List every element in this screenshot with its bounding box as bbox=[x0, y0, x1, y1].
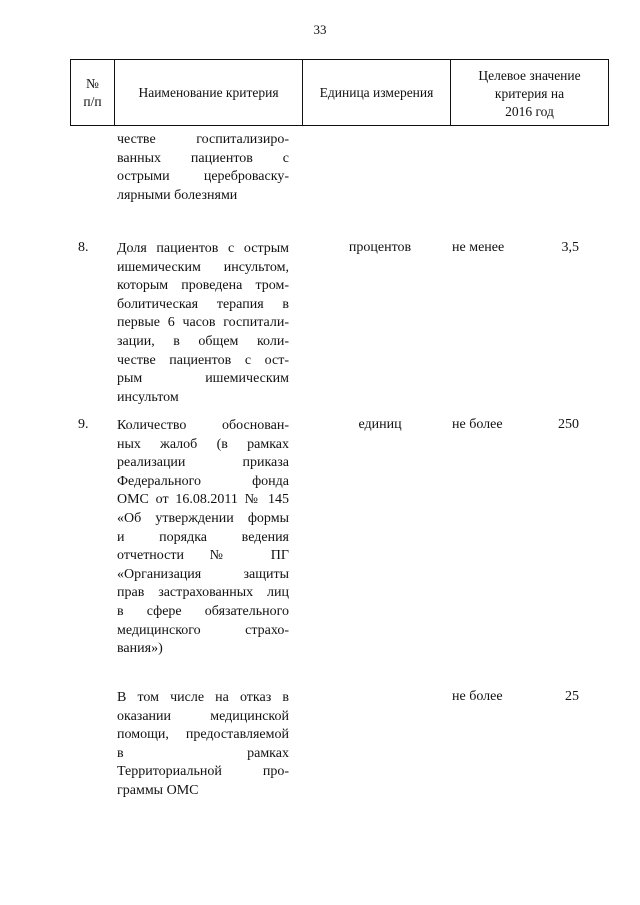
criterion-description bbox=[117, 417, 289, 659]
header-number-symbol: № bbox=[86, 75, 99, 91]
description-line: в сфере обязательного bbox=[117, 603, 289, 619]
unit-value: единиц bbox=[358, 417, 402, 432]
description-line: реализации приказа bbox=[117, 455, 289, 471]
criterion-description bbox=[117, 240, 289, 407]
description-line: честве госпитализиро- bbox=[117, 132, 289, 147]
header-target-value bbox=[451, 60, 608, 125]
header-number-column bbox=[71, 60, 115, 125]
description-line: «Организация защиты bbox=[117, 566, 289, 582]
page-number: 33 bbox=[313, 22, 327, 37]
header-unit: Единица измерения bbox=[303, 60, 451, 125]
description-line: лярными болезнями bbox=[117, 187, 238, 203]
description-line: рым ишемическим bbox=[117, 371, 289, 387]
header-target-line-2: критерия на bbox=[494, 85, 565, 101]
header-target-line-1: Целевое значение bbox=[478, 67, 581, 83]
description-line: ОМС от 16.08.2011 № 145 bbox=[117, 492, 289, 508]
description-line: болитическая терапия в bbox=[117, 296, 289, 312]
description-line: отчетности № ПГ bbox=[117, 548, 289, 564]
description-line: в рамках bbox=[117, 745, 289, 761]
description-line: первые 6 часов госпитали- bbox=[117, 315, 289, 331]
description-line: инсультом bbox=[117, 389, 179, 405]
row-number: 9. bbox=[78, 417, 89, 432]
description-line: Количество обоснован- bbox=[117, 418, 289, 433]
description-line: острыми цереброваску- bbox=[117, 169, 289, 185]
description-line: В том числе на отказ в bbox=[117, 690, 289, 705]
description-line: оказании медицинской bbox=[117, 708, 289, 724]
description-line: зации, в общем коли- bbox=[117, 333, 289, 349]
description-line: вания») bbox=[117, 641, 163, 657]
comparison-label: не более bbox=[452, 689, 503, 704]
description-line: и порядка ведения bbox=[117, 529, 289, 545]
criterion-description bbox=[117, 689, 289, 801]
description-line: Доля пациентов с острым bbox=[117, 241, 289, 256]
description-line: прав застрахованных лиц bbox=[117, 585, 289, 601]
description-line: которым проведена тром- bbox=[117, 278, 289, 294]
header-number-abbr: п/п bbox=[83, 93, 102, 109]
description-line: помощи, предоставляемой bbox=[117, 727, 289, 743]
comparison-label: не более bbox=[452, 417, 503, 432]
table-header bbox=[70, 59, 609, 126]
target-value: 3,5 bbox=[561, 240, 579, 255]
description-line: Территориальной про- bbox=[117, 764, 289, 780]
comparison-label: не менее bbox=[452, 240, 505, 255]
description-line: ишемическим инсультом, bbox=[117, 259, 289, 275]
description-line: Федерального фонда bbox=[117, 473, 289, 489]
description-line: ванных пациентов с bbox=[117, 150, 289, 166]
criterion-description bbox=[117, 131, 289, 205]
target-value: 250 bbox=[558, 417, 579, 432]
header-criterion-name: Наименование критерия bbox=[115, 60, 303, 125]
description-line: честве пациентов с ост- bbox=[117, 352, 289, 368]
description-line: медицинского страхо- bbox=[117, 622, 289, 638]
header-target-line-3: 2016 год bbox=[505, 103, 554, 119]
description-line: граммы ОМС bbox=[117, 782, 199, 798]
description-line: ных жалоб (в рамках bbox=[117, 436, 289, 452]
unit-value: процентов bbox=[348, 240, 412, 255]
row-number: 8. bbox=[78, 240, 89, 255]
description-line: «Об утверждении формы bbox=[117, 510, 289, 526]
target-value: 25 bbox=[565, 689, 579, 704]
